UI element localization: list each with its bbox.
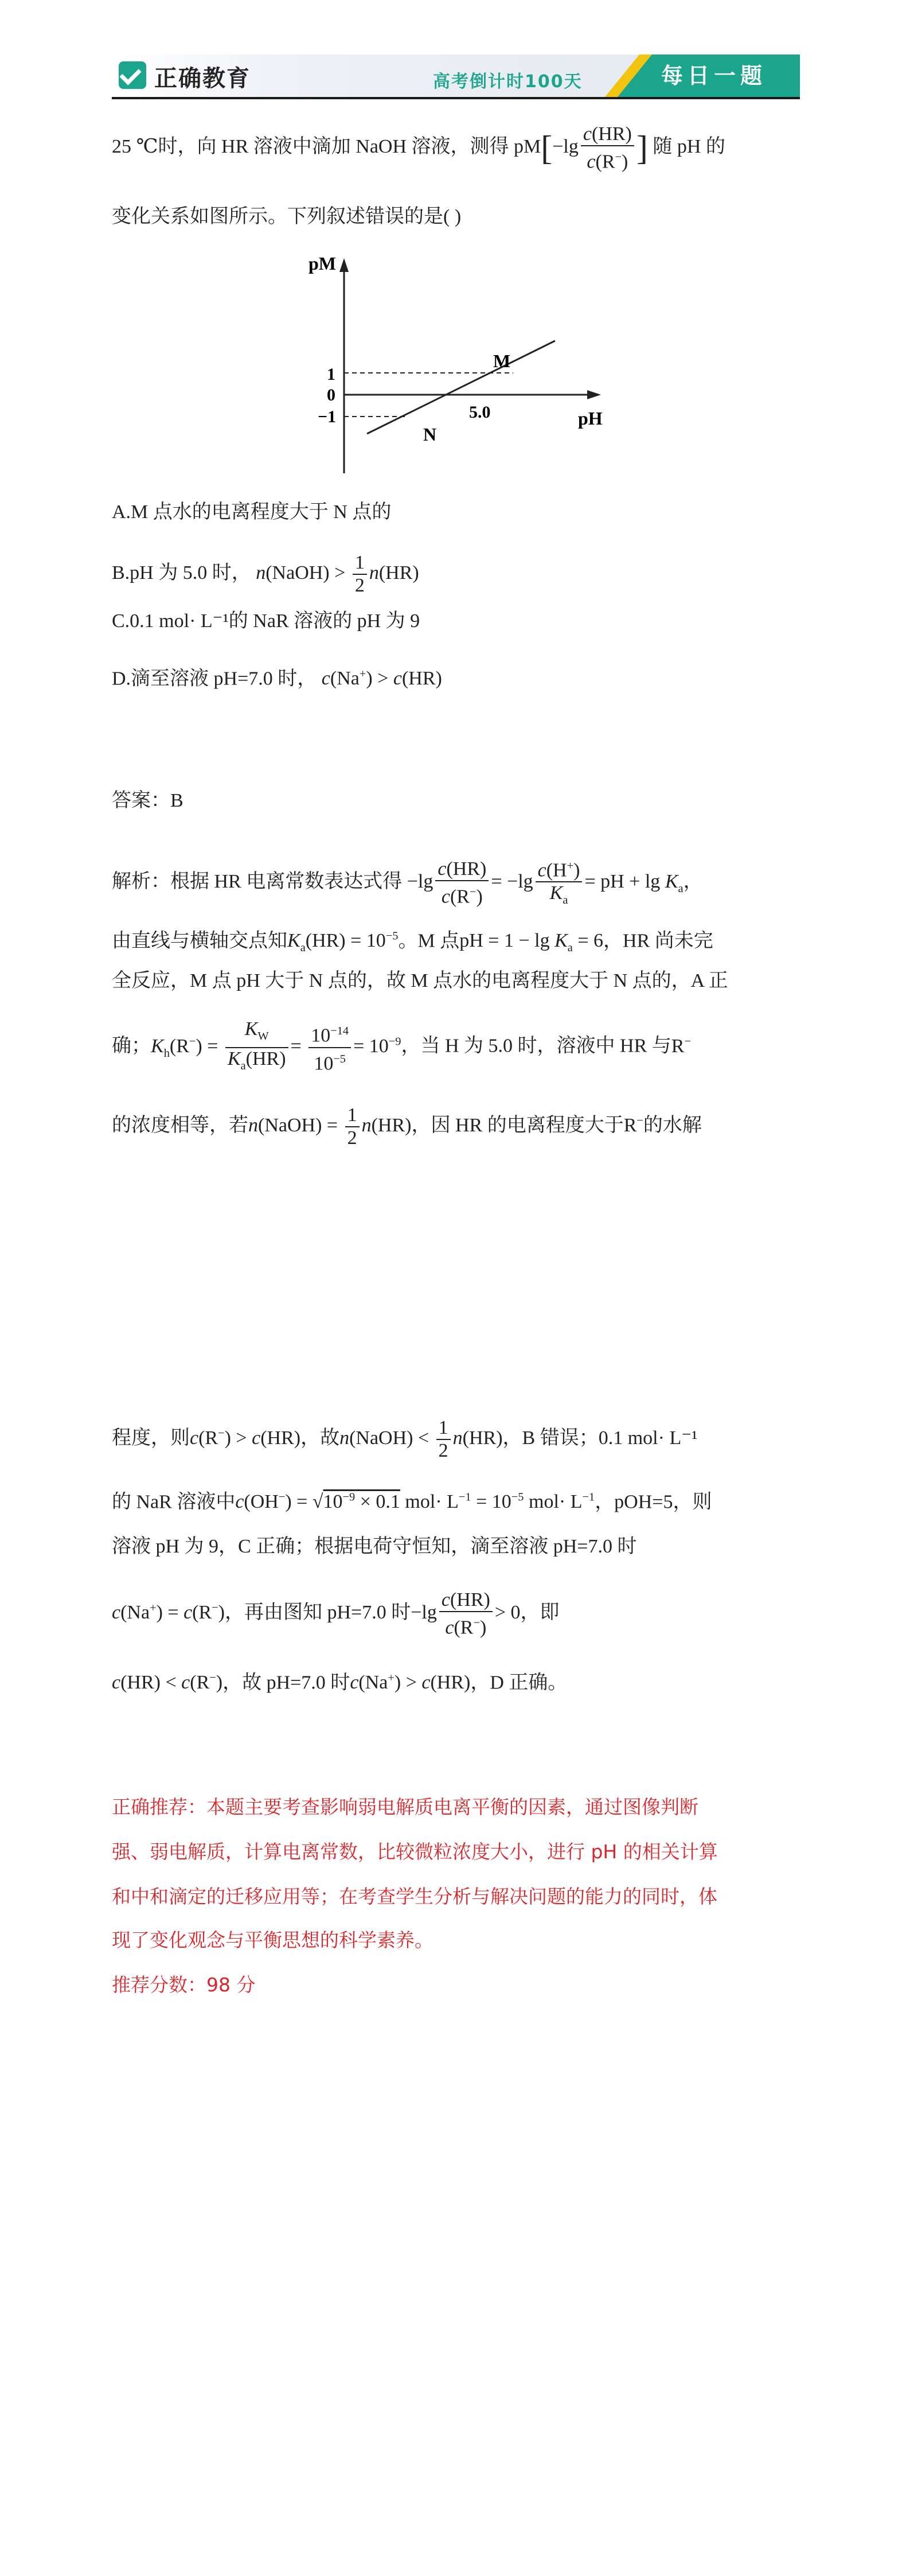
coh-expression: $c(OH^-) = √10^{-9} \times 0.1$ $mol\cdot L^{-1} = 10^{-5}$ $mol\cdot L^{-1}$ (235, 1491, 595, 1513)
analysis-l5-a: 的浓度相等，若 (112, 1114, 248, 1136)
brand-name: 正确教育 (154, 65, 251, 92)
option-d (112, 663, 442, 690)
recommend-line2: 强、弱电解质，计算电离常数，比较微粒浓度大小，进行 pH 的相关计算 (112, 1840, 718, 1863)
lg-gt-zero: −lg $\frac{c(HR)}{c(R^-)}$ > 0 (411, 1589, 521, 1639)
y-axis-label: pM (308, 253, 336, 274)
exam-countdown: 高考倒计时100天 (433, 72, 583, 92)
option-d-prefix: D.滴至溶液 pH=7.0 时， (112, 668, 317, 690)
recommend-line4: 现了变化观念与平衡思想的科学素养。 (112, 1929, 433, 1951)
analysis-l10-a: ，故 pH=7.0 时 (222, 1672, 350, 1694)
option-b (112, 552, 419, 597)
analysis-line1 (112, 855, 703, 911)
analysis-line9 (112, 1589, 560, 1639)
question-stem-line2: 变化关系如图所示。下列叙述错误的是( ) (112, 206, 462, 227)
analysis-l6-a: 程度，则 (112, 1427, 190, 1449)
option-c: C.0.1 mol· L⁻¹的 NaR 溶液的 pH 为 9 (112, 610, 420, 632)
pm-ph-graph (298, 252, 608, 482)
analysis-line7 (112, 1486, 712, 1513)
stem-text-2: 随 pH 的 (653, 135, 725, 157)
recommend-score: 推荐分数：98 分 (112, 1974, 256, 1996)
ka-expression: −lg $\frac{c(HR)}{c(R^-)}$ = −lg $\frac{c(H^+)}{K_a}$ = pH + $\lg K_a$， (407, 871, 703, 892)
ka-value: $K_a(HR) = 10^{-5}$ (287, 930, 399, 955)
analysis-l2-c: ，HR 尚未完 (603, 930, 713, 952)
analysis-l4-b: ，当 H 为 5.0 时，溶液中 HR 与 (401, 1035, 671, 1057)
daily-question-badge (605, 55, 800, 97)
daily-question-label: 每日一题 (661, 63, 767, 88)
analysis-line3: 全反应，M 点 pH 大于 N 点的，故 M 点水的电离程度大于 N 点的，A 正 (112, 970, 728, 991)
analysis-line10 (112, 1667, 567, 1694)
x-axis-arrow (587, 390, 601, 399)
analysis-l6-b: ，故 (300, 1427, 340, 1449)
analysis-line6 (112, 1417, 697, 1462)
analysis-l10-b: ，D 正确。 (470, 1672, 568, 1694)
analysis-l5-b: ，因 HR 的电离程度大于 (411, 1114, 624, 1136)
m-point-ph: pH = $1 - \lg K_a = 6$ (459, 930, 604, 955)
option-b-formula: n(NaOH) > $\frac{1}{2}$ n(HR) (256, 552, 419, 596)
checkmark-logo-icon (119, 61, 146, 89)
analysis-prefix: 解析：根据 HR 电离常数表达式得 (112, 870, 403, 892)
y-axis-arrow (339, 258, 349, 272)
cna-gt-chr: c(Na+) > c(HR) (350, 1672, 471, 1694)
analysis-l6-c: ，B 错误；0.1 mol· L⁻¹ (502, 1427, 698, 1449)
recommend-line3: 和中和滴定的迁移应用等；在考查学生分析与解决问题的能力的同时，体 (112, 1885, 717, 1908)
option-a: A.M 点水的电离程度大于 N 点的 (112, 501, 392, 523)
analysis-l9-a: ，再由图知 pH=7.0 时 (224, 1601, 411, 1623)
tick-label-1: 1 (327, 365, 335, 384)
analysis-line2 (112, 925, 713, 959)
point-n-label: N (423, 424, 437, 445)
option-d-formula: c(Na+) > c(HR) (321, 668, 442, 690)
analysis-line4 (112, 1018, 691, 1077)
analysis-line8: 溶液 pH 为 9，C 正确；根据电荷守恒知，滴至溶液 pH=7.0 时 (112, 1536, 637, 1557)
recommend-line1: 正确推荐：本题主要考查影响弱电解质电离平衡的因素，通过图像判断 (112, 1796, 698, 1818)
question-stem-line1 (112, 123, 725, 173)
pm-line (367, 341, 555, 434)
stem-text-1: 25 ℃时，向 HR 溶液中滴加 NaOH 溶液，测得 (112, 135, 509, 157)
tick-label-0: 0 (327, 386, 335, 404)
analysis-l4-a: 确； (112, 1035, 151, 1057)
analysis-l5-c: 的水解 (643, 1114, 702, 1136)
header-rule (112, 97, 800, 99)
kh-expression: $K_h(R^-)$ = $\frac{K_W}{K_a(HR)}$ = $\frac{10^{-14}}{10^{-5}}$ = $10^{-9}$ (151, 1018, 401, 1075)
cr-gt-chr: c(R−) > c(HR) (190, 1427, 301, 1449)
pm-formula: pM[−lg $\frac{c(HR)}{c(R^-)}$ ] (514, 123, 648, 173)
r-ion: R− (671, 1035, 691, 1057)
naoh-half-hr: n(NaOH) = $\frac{1}{2}$ n(HR) (248, 1104, 412, 1149)
page-header (112, 55, 800, 99)
option-b-prefix: B.pH 为 5.0 时， (112, 562, 251, 583)
analysis-l2-a: 由直线与横轴交点知 (112, 930, 287, 952)
analysis-l7-b: ，pOH=5，则 (595, 1491, 712, 1513)
analysis-l7-a: 的 NaR 溶液中 (112, 1491, 236, 1513)
charge-balance: c(Na+) = c(R−) (112, 1601, 225, 1623)
x-intercept-label: 5.0 (469, 403, 491, 422)
x-axis-label: pH (578, 408, 603, 429)
naoh-lt-half-hr: n(NaOH) < $\frac{1}{2}$ n(HR) (339, 1417, 503, 1461)
r-ion-2: R− (623, 1114, 643, 1136)
analysis-l9-b: ，即 (520, 1601, 560, 1623)
answer-label: 答案：B (112, 790, 183, 811)
tick-label-minus1: −1 (318, 407, 337, 426)
analysis-l2-b: 。M 点 (398, 930, 460, 952)
chr-lt-cr: c(HR) < c(R−) (112, 1672, 223, 1694)
analysis-line5 (112, 1104, 702, 1149)
point-m-label: M (493, 351, 511, 371)
